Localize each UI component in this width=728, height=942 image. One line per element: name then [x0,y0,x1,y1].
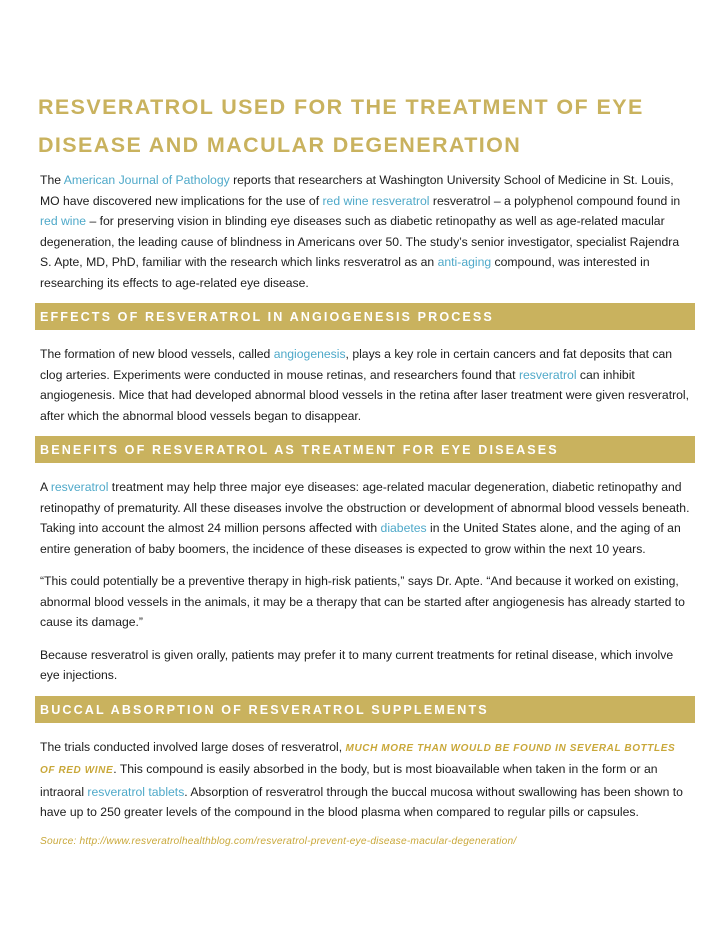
s1-text-2: , plays a key role in certain cancers and fat deposits that can clog arteries. Experiments were conducted in mouse retinas, and researchers found that [40,347,673,382]
s3-text-2: . This compound is easily absorbed in the body, but is most bioavailable when taken in the form or an intraoral [40,762,658,799]
link-diabetes[interactable]: diabetes [380,521,427,535]
s3-text-3: . Absorption of resveratrol through the buccal mucosa without swallowing has been shown to have up to 250 greater levels of the compound in the blood plasma when compared to regular pills or capsules. [40,784,683,819]
s2-text-3: in the United States alone, and the aging of an entire generation of baby boomers, the incidence of these diseases is expected to grow within the next 10 years. [40,521,681,556]
link-anti-aging[interactable]: anti-aging [437,255,492,269]
section-heading-angiogenesis: EFFECTS OF RESVERATROL IN ANGIOGENESIS PROCESS [35,303,695,330]
link-resveratrol[interactable]: resveratrol [518,367,577,382]
buccal-paragraph [40,737,690,823]
emphasis-red-wine-bottles: MUCH MORE THAN WOULD BE FOUND IN SEVERAL BOTTLES OF RED WINE [40,742,676,776]
benefits-paragraph-1 [40,477,690,559]
section-heading-benefits: BENEFITS OF RESVERATROL AS TREATMENT FOR EYE DISEASES [35,436,695,463]
link-angiogenesis[interactable]: angiogenesis [273,347,346,361]
intro-text-1: The [40,173,64,187]
s3-text-1: The trials conducted involved large doses of resveratrol, [40,739,346,754]
intro-text-4: – for preserving vision in blinding eye diseases such as diabetic retinopathy as well as age-related macular degeneration, the leading cause of blindness in Americans over 50. The study’s senior investigator, specialist Rajendra S. Apte, MD, PhD, familiar with the research which links resveratrol as an [40,214,680,269]
s1-text-1: The formation of new blood vessels, called [40,347,274,361]
link-red-wine[interactable]: red wine [40,214,87,228]
benefits-paragraph-quote: “This could potentially be a preventive therapy in high-risk patients,” says Dr. Apte. “And because it worked on existing, abnormal blood vessels in the animals, it may be a therapy that can be started after angiogenesis has already started to cause its damage.” [40,574,685,629]
intro-text-2: reports that researchers at Washington University School of Medicine in St. Louis, MO have discovered new implications for the use of [40,173,674,208]
s2-text-1: A [40,480,51,494]
benefits-paragraph-3: Because resveratrol is given orally, patients may prefer it to many current treatments for retinal disease, which involve eye injections. [40,647,674,682]
intro-text-5: compound, was interested in researching its effects to age-related eye disease. [40,255,650,290]
section-heading-buccal: BUCCAL ABSORPTION OF RESVERATROL SUPPLEMENTS [35,696,695,723]
link-american-journal-of-pathology[interactable]: American Journal of Pathology [63,173,230,187]
intro-text-3: resveratrol – a polyphenol compound found in [429,193,681,208]
s2-text-2: treatment may help three major eye diseases: age-related macular degeneration, diabetic retinopathy and retinopathy of prematurity. All these diseases involve the obstruction or development of abnormal blood vessels beneath. Taking into account the almost 24 million persons affected with [40,480,690,535]
link-red-wine-resveratrol[interactable]: red wine resveratrol [322,193,430,208]
s1-text-3: can inhibit angiogenesis. Mice that had developed abnormal blood vessels in the retina after laser treatment were given resveratrol, after which the abnormal blood vessels began to disappear. [40,367,690,423]
document-content [40,88,690,847]
source-citation: Source: http://www.resveratrolhealthblog.com/resveratrol-prevent-eye-disease-macular-degeneration/ [40,835,517,847]
link-resveratrol-treatment[interactable]: resveratrol [50,480,109,494]
link-resveratrol-tablets[interactable]: resveratrol tablets [87,784,185,799]
intro-paragraph [40,170,690,293]
page-title: RESVERATROL USED FOR THE TREATMENT OF EYE DISEASE AND MACULAR DEGENERATION [38,95,644,157]
angiogenesis-paragraph [40,344,690,426]
